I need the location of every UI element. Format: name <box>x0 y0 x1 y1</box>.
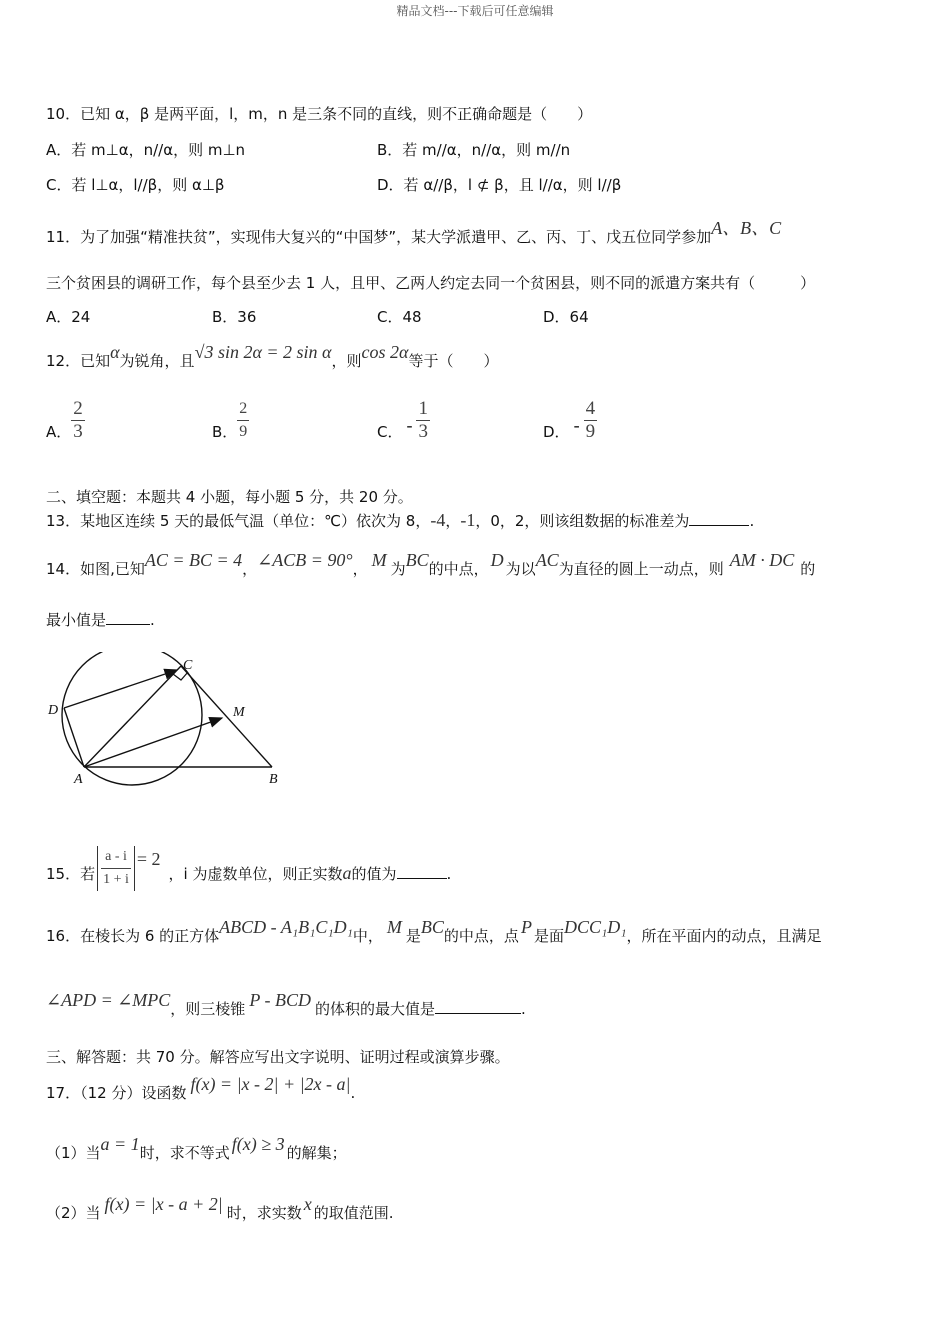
figure-vector-dc <box>64 670 177 708</box>
q16-math-angle-condition: ∠APD = ∠MPC <box>46 990 171 1010</box>
q11-option-d: D．64 <box>543 308 589 326</box>
fraction-numerator: 1 <box>418 398 428 419</box>
q11-option-c: C．48 <box>377 308 422 326</box>
q12-math-cos2a: cos 2α <box>361 342 409 362</box>
q13-answer-blank <box>689 513 749 526</box>
q17-math-function: f(x) = |x - 2| + |2x - a| <box>190 1074 351 1094</box>
q12-math-alpha: α <box>110 342 120 362</box>
q17-part2-text-3: 的取值范围. <box>313 1204 394 1222</box>
q16-text-3: 是 <box>405 927 421 945</box>
q13-text-4: . <box>749 512 755 530</box>
q14-math-d: D <box>490 550 504 570</box>
q14-geometry-figure <box>40 652 290 792</box>
q16-text-2: 中， <box>352 927 383 945</box>
figure-label-m: M <box>233 705 245 720</box>
q14-line2-text: 最小值是 <box>46 611 107 629</box>
q12-option-d-fraction <box>584 398 598 443</box>
q15-stem <box>46 849 452 897</box>
q16-math-p: P <box>520 917 532 937</box>
q14-text-6: 为以 <box>505 560 536 578</box>
q17-part-1 <box>46 1134 347 1163</box>
figure-label-c: C <box>183 658 193 673</box>
q16-stem <box>46 917 822 946</box>
q12-option-a-fraction <box>71 398 85 443</box>
q14-text-1: 14．如图,已知 <box>46 560 145 578</box>
q14-text-3: ， <box>352 560 368 578</box>
q15-math-a: a <box>342 863 352 883</box>
q14-text-4: 为 <box>390 560 406 578</box>
fraction-denominator: 9 <box>585 421 596 442</box>
q14-stem <box>46 550 816 579</box>
q10-option-d: D．若 α//β，l ⊄ β，且 l//α，则 l//β <box>377 176 622 194</box>
figure-right-angle-mark <box>173 672 188 680</box>
q16-math-cube: ABCD - A₁B₁C₁D₁ <box>219 917 353 937</box>
q13-text-3: ，0，2，则该组数据的标准差为 <box>475 512 690 530</box>
q14-math-lengths: AC = BC = 4 <box>144 550 243 570</box>
q16-stem-line2 <box>46 990 526 1019</box>
q15-text-1: 15．若 <box>46 865 96 883</box>
q12-option-c-sign: - <box>406 415 413 435</box>
q17-part2-text-2: 时，求实数 <box>226 1204 302 1222</box>
q14-text-7: 为直径的圆上一动点，则 <box>558 560 724 578</box>
q16-math-pyramid: P - BCD <box>249 990 311 1010</box>
q12-option-b <box>212 398 249 443</box>
q16-text-9: . <box>521 1000 526 1018</box>
q11-option-b: B．36 <box>212 308 257 326</box>
q12-text-3: ，则 <box>331 352 362 370</box>
q12-option-b-fraction <box>237 398 249 443</box>
q17-part1-text-2: 时，求不等式 <box>139 1144 230 1162</box>
q16-text-6: ，所在平面内的动点，且满足 <box>626 927 822 945</box>
fraction-numerator: a - i <box>101 846 131 869</box>
q12-option-d <box>543 398 597 443</box>
page-header: 精品文档---下载后可任意编辑 <box>396 4 554 18</box>
section-3-heading: 三、解答题：共 70 分。解答应写出文字说明、证明过程或演算步骤。 <box>46 1048 510 1066</box>
q16-text-7: ，则三棱锥 <box>170 1000 246 1018</box>
q16-answer-blank <box>435 1001 521 1014</box>
q11-math-abc: A、B、C <box>711 218 782 238</box>
q15-text-3: 的值为 <box>351 865 397 883</box>
section-2-heading: 二、填空题：本题共 4 小题，每小题 5 分，共 20 分。 <box>46 488 413 506</box>
q13-text-1: 13．某地区连续 5 天的最低气温（单位：℃）依次为 8， <box>46 512 431 530</box>
q15-fraction <box>101 846 131 891</box>
q17-stem <box>46 1074 356 1103</box>
q16-text-1: 16．在棱长为 6 的正方体 <box>46 927 220 945</box>
fraction-numerator: 4 <box>585 398 596 419</box>
figure-segment-da <box>64 708 84 767</box>
q17-part2-math-x: x <box>303 1194 312 1214</box>
q14-math-angle: ∠ACB = 90° <box>257 550 353 570</box>
q16-text-5: 是面 <box>533 927 564 945</box>
q13-math-neg1: -1 <box>460 510 476 530</box>
q14-line2-end: . <box>150 611 155 629</box>
q10-option-a: A．若 m⊥α，n//α，则 m⊥n <box>46 141 246 159</box>
figure-label-d: D <box>48 703 59 718</box>
q12-option-c-label: C． <box>377 423 403 441</box>
q16-text-4: 的中点，点 <box>443 927 519 945</box>
q12-option-a <box>46 398 85 443</box>
q12-stem <box>46 342 499 371</box>
fraction-denominator: 1 + i <box>103 872 129 887</box>
q16-math-m: M <box>386 917 402 937</box>
q15-text-4: . <box>446 865 452 883</box>
q14-math-dot-product: AM · DC <box>729 550 795 570</box>
q16-text-8: 的体积的最大值是 <box>314 1000 435 1018</box>
figure-label-b: B <box>269 772 278 787</box>
q13-text-2: ， <box>445 512 461 530</box>
fraction-numerator: 2 <box>73 398 83 419</box>
figure-label-a: A <box>74 772 83 787</box>
q10-option-c: C．若 l⊥α，l//β，则 α⊥β <box>46 176 225 194</box>
q14-math-bc: BC <box>405 550 429 570</box>
q12-option-c-fraction <box>416 398 430 443</box>
fraction-denominator: 9 <box>239 423 248 440</box>
q11-stem-line1 <box>46 218 782 248</box>
q17-part2-text-1: （2）当 <box>46 1204 101 1222</box>
q17-part1-math-inequality: f(x) ≥ 3 <box>231 1134 285 1154</box>
q17-text-1: 17．（12 分）设函数 <box>46 1084 187 1102</box>
q11-stem1-text: 11．为了加强“精准扶贫”，实现伟大复兴的“中国梦”，某大学派遣甲、乙、丙、丁、戊五位同学参加 <box>46 228 712 246</box>
q17-part-2 <box>46 1194 394 1223</box>
q14-text-5: 的中点， <box>428 560 489 578</box>
q14-text-2: ， <box>242 560 258 578</box>
q12-math-condition: √3 sin 2α = 2 sin α <box>194 342 332 362</box>
q17-part1-math-a: a = 1 <box>100 1134 140 1154</box>
fraction-denominator: 3 <box>418 421 428 442</box>
q12-option-d-sign: - <box>573 415 580 435</box>
figure-segment-ac <box>84 666 181 767</box>
figure-vector-am <box>84 718 222 767</box>
q12-option-a-label: A． <box>46 423 72 441</box>
q17-part2-math-equation: f(x) = |x - a + 2| <box>104 1194 223 1214</box>
fraction-numerator: 2 <box>237 398 249 421</box>
q12-option-c <box>377 398 430 443</box>
q14-math-ac: AC <box>535 550 559 570</box>
q16-math-face: DCC₁D₁ <box>563 917 627 937</box>
q14-stem-line2 <box>46 609 155 630</box>
q12-text-1: 12．已知 <box>46 352 111 370</box>
q14-math-m: M <box>371 550 387 570</box>
fraction-denominator: 3 <box>73 421 83 442</box>
q13-stem <box>46 510 754 531</box>
q17-part1-text-1: （1）当 <box>46 1144 101 1162</box>
q15-answer-blank <box>397 866 447 879</box>
q15-math-modulus <box>97 846 135 891</box>
q15-text-2: ，i 为虚数单位，则正实数 <box>168 865 343 883</box>
q12-text-4: 等于（ ） <box>408 352 499 370</box>
q16-math-bc: BC <box>420 917 444 937</box>
q12-option-d-label: D． <box>543 423 570 441</box>
q12-text-2: 为锐角，且 <box>119 352 195 370</box>
q14-answer-blank <box>106 612 150 625</box>
q14-text-8: 的 <box>800 560 816 578</box>
q11-option-a: A．24 <box>46 308 91 326</box>
q15-math-eq: = 2 <box>136 849 161 869</box>
q17-text-2: . <box>350 1084 356 1102</box>
q10-stem: 10．已知 α，β 是两平面，l，m，n 是三条不同的直线，则不正确命题是（ ） <box>46 105 593 123</box>
q12-option-b-label: B． <box>212 423 238 441</box>
q13-math-neg4: -4 <box>430 510 446 530</box>
q10-option-b: B．若 m//α，n//α，则 m//n <box>377 141 571 159</box>
q11-stem-line2: 三个贫困县的调研工作，每个县至少去 1 人，且甲、乙两人约定去同一个贫困县，则不同的派遣方案共有（ ） <box>46 274 816 292</box>
q17-part1-text-3: 的解集； <box>286 1144 347 1162</box>
figure-segment-cb <box>181 666 272 767</box>
